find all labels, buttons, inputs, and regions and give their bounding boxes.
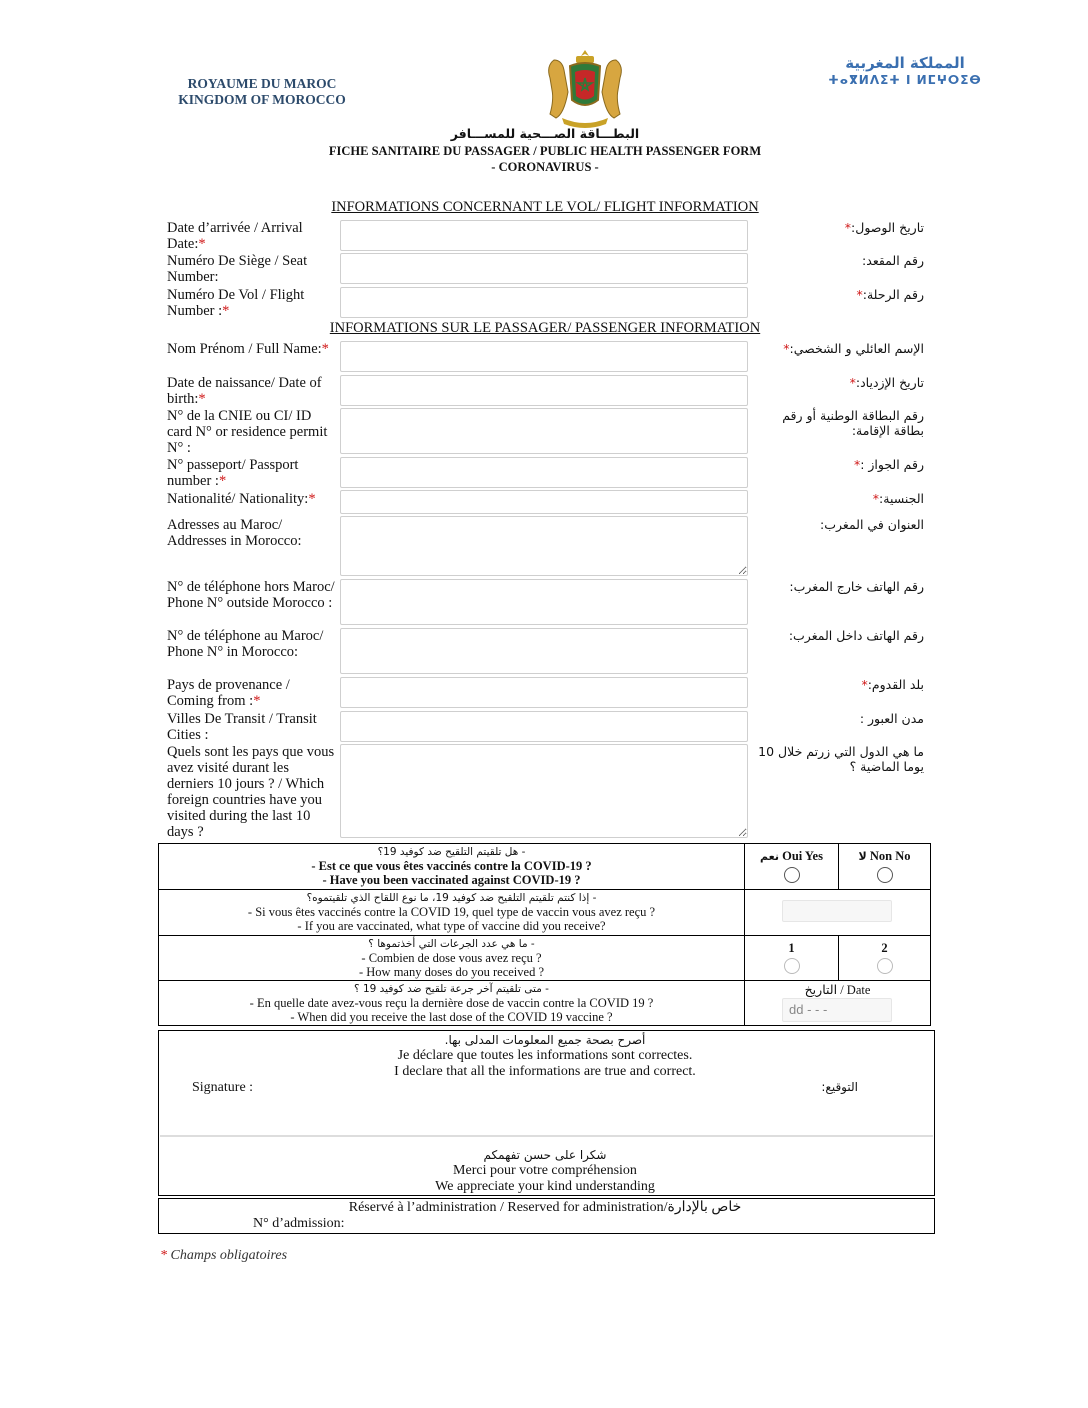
header-arabic-kingdom bbox=[820, 54, 990, 87]
seat-label-ar: رقم المقعد: bbox=[862, 253, 924, 268]
q1-ar: - هل تلقيتم التلقيح ضد كوفيد 19؟ bbox=[377, 846, 526, 858]
title-ar: البطـــاقة الصـــحية للمســـافر bbox=[450, 126, 640, 141]
admission-number-label: N° d’admission: bbox=[253, 1216, 345, 1231]
declaration-ar: أصرح بصحة جميع المعلومات المدلى بها. bbox=[444, 1033, 646, 1047]
full-name-input[interactable] bbox=[340, 341, 748, 372]
vaccine-type-input[interactable] bbox=[782, 900, 892, 922]
full-name-label-ar: الإسم العائلي و الشخصي:* bbox=[783, 341, 924, 356]
q4-fr: - En quelle date avez-vous reçu la dernière dose de vaccin contre la COVID 19 ? bbox=[249, 996, 654, 1010]
phone-outside-label: N° de téléphone hors Maroc/ Phone N° outside Morocco : bbox=[167, 579, 335, 611]
yes-label: نعم Oui Yes bbox=[760, 849, 823, 863]
visited-countries-textarea[interactable] bbox=[340, 744, 748, 838]
title-fr: FICHE SANITAIRE DU PASSAGER / PUBLIC HEALTH PASSENGER FORM bbox=[328, 144, 762, 158]
q2-fr: - Si vous êtes vaccinés contre la COVID 19, quel type de vaccin vous avez reçu ? bbox=[247, 905, 656, 919]
q4-en: - When did you receive the last dose of the COVID 19 vaccine ? bbox=[290, 1010, 613, 1024]
vaccine-question-3 bbox=[160, 937, 743, 979]
dose2-radio[interactable] bbox=[877, 958, 893, 974]
arrival-date-input[interactable] bbox=[340, 220, 748, 251]
vaccine-date-label: التاريخ / Date bbox=[804, 983, 871, 997]
declaration-divider bbox=[160, 1135, 933, 1137]
arrival-date-label: Date d’arrivée / Arrival Date:* bbox=[167, 220, 303, 252]
address-label-ar: العنوان في المغرب: bbox=[820, 517, 924, 532]
header-tifinagh: ⵜⴰⴳⵍⴷⵉⵜ ⵏ ⵍⵎⵖⵔⵉⴱ bbox=[828, 73, 982, 87]
vaccine-question-2 bbox=[160, 891, 743, 933]
phone-morocco-input[interactable] bbox=[340, 628, 748, 674]
flight-section-title: INFORMATIONS CONCERNANT LE VOL/ FLIGHT INFORMATION bbox=[331, 199, 759, 215]
passport-input[interactable] bbox=[340, 457, 748, 488]
q1-fr: - Est ce que vous êtes vaccinés contre la COVID-19 ? bbox=[311, 859, 592, 873]
declaration-en: I declare that all the informations are true and correct. bbox=[394, 1064, 696, 1079]
birth-date-label-ar: تاريخ الإزدياد:* bbox=[849, 375, 924, 390]
thanks-en: We appreciate your kind understanding bbox=[435, 1179, 655, 1194]
phone-morocco-label: N° de téléphone au Maroc/ Phone N° in Morocco: bbox=[167, 628, 324, 660]
full-name-label: Nom Prénom / Full Name:* bbox=[167, 341, 329, 357]
flight-number-label-ar: رقم الرحلة:* bbox=[856, 287, 924, 302]
signature-label: Signature : bbox=[192, 1080, 254, 1095]
q1-en: - Have you been vaccinated against COVID-19 ? bbox=[322, 873, 581, 887]
flight-number-input[interactable] bbox=[340, 287, 748, 318]
declaration-fr: Je déclare que toutes les informations sont correctes. bbox=[397, 1048, 693, 1063]
seat-input[interactable] bbox=[340, 253, 748, 284]
no-label: لا Non No bbox=[858, 849, 911, 863]
admin-title: Réservé à l’administration / Reserved for administration/خاص بالإدارة bbox=[348, 1200, 742, 1215]
signature-label-ar: التوقيع: bbox=[821, 1080, 858, 1094]
q2-ar: - إذا كنتم تلقيتم التلقيح ضد كوفيد 19، ما نوع اللقاح الذي تلقيتموه؟ bbox=[306, 892, 597, 904]
transit-input[interactable] bbox=[340, 711, 748, 742]
vaccinated-no-radio[interactable] bbox=[877, 867, 893, 883]
q4-ar: - متى تلقيتم آخر جرعة تلقيح ضد كوفيد 19 ؟ bbox=[354, 983, 549, 995]
seat-label: Numéro De Siège / Seat Number: bbox=[167, 253, 308, 285]
q3-en: - How many doses do you received ? bbox=[358, 965, 545, 979]
header-ar: المملكة المغربية bbox=[845, 54, 965, 72]
q3-fr: - Combien de dose vous avez reçu ? bbox=[361, 951, 542, 965]
header-kingdom-name bbox=[172, 76, 352, 108]
declaration-text bbox=[300, 1032, 790, 1080]
visited-countries-label: Quels sont les pays que vous avez visité durant les derniers 10 jours ? / Which foreign countries have you visited during the last 10 days ? bbox=[167, 744, 335, 840]
phone-outside-label-ar: رقم الهاتف خارج المغرب: bbox=[789, 579, 924, 594]
phone-outside-input[interactable] bbox=[340, 579, 748, 625]
coat-of-arms-emblem bbox=[540, 48, 630, 132]
thanks-ar: شكرا على حسن تفهمكم bbox=[483, 1148, 607, 1162]
birth-date-label: Date de naissance/ Date of birth:* bbox=[167, 375, 322, 407]
passport-label: N° passeport/ Passport number :* bbox=[167, 457, 299, 489]
form-title bbox=[200, 126, 890, 175]
header-fr: ROYAUME DU MAROC bbox=[187, 76, 337, 91]
vaccinated-yes-radio[interactable] bbox=[784, 867, 800, 883]
nationality-label-ar: الجنسية:* bbox=[872, 491, 924, 506]
birth-date-input[interactable] bbox=[340, 375, 748, 406]
nationality-label: Nationalité/ Nationality:* bbox=[167, 491, 316, 507]
id-card-label-ar: رقم البطاقة الوطنية أو رقم بطاقة الإقامة: bbox=[782, 408, 924, 438]
vaccine-date-input[interactable]: dd - - - bbox=[782, 998, 892, 1022]
passport-label-ar: رقم الجواز :* bbox=[853, 457, 924, 472]
vaccine-question-1 bbox=[160, 845, 743, 887]
passenger-section-title: INFORMATIONS SUR LE PASSAGER/ PASSENGER INFORMATION bbox=[329, 320, 761, 336]
coming-from-label-ar: بلد القدوم:* bbox=[861, 677, 924, 692]
coming-from-label: Pays de provenance / Coming from :* bbox=[167, 677, 290, 709]
phone-morocco-label-ar: رقم الهاتف داخل المغرب: bbox=[788, 628, 924, 643]
thanks-text bbox=[300, 1147, 790, 1195]
dose1-label: 1 bbox=[788, 941, 795, 955]
title-sub: - CORONAVIRUS - bbox=[491, 160, 599, 174]
id-card-input[interactable] bbox=[340, 408, 748, 454]
id-card-label: N° de la CNIE ou CI/ ID card N° or residence permit N° : bbox=[167, 408, 328, 456]
transit-label-ar: مدن العبور : bbox=[859, 711, 924, 726]
arrival-date-label-ar: تاريخ الوصول:* bbox=[844, 220, 924, 235]
vaccine-question-4 bbox=[160, 982, 743, 1024]
transit-label: Villes De Transit / Transit Cities : bbox=[167, 711, 317, 743]
q2-en: - If you are vaccinated, what type of vaccine did you receive? bbox=[297, 919, 606, 933]
visited-countries-label-ar: ما هي الدول التي زرتم خلال 10 يوما الماضية ؟ bbox=[758, 744, 924, 774]
dose2-label: 2 bbox=[881, 941, 888, 955]
address-label: Adresses au Maroc/ Addresses in Morocco: bbox=[167, 517, 302, 549]
nationality-input[interactable] bbox=[340, 490, 748, 514]
header-en: KINGDOM OF MOROCCO bbox=[178, 92, 346, 107]
dose1-radio[interactable] bbox=[784, 958, 800, 974]
thanks-fr: Merci pour votre compréhension bbox=[453, 1163, 637, 1178]
q3-ar: - ما هي عدد الجرعات التي أخذتموها ؟ bbox=[368, 938, 535, 950]
required-fields-note: * Champs obligatoires bbox=[160, 1248, 288, 1263]
address-textarea[interactable] bbox=[340, 516, 748, 576]
flight-number-label: Numéro De Vol / Flight Number :* bbox=[167, 287, 305, 319]
coming-from-input[interactable] bbox=[340, 677, 748, 708]
